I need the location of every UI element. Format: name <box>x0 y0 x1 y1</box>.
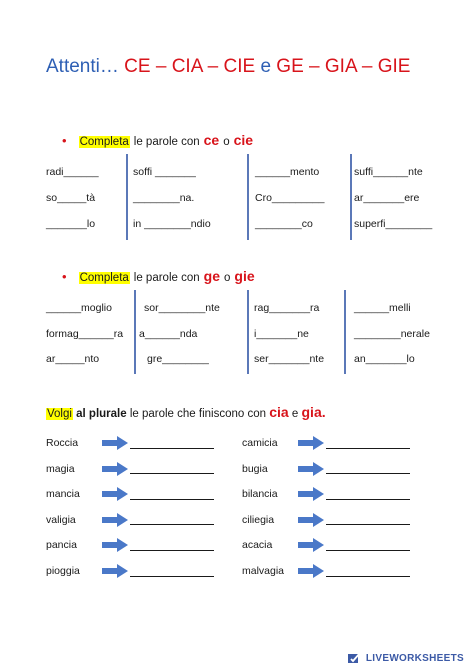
fill-in-item[interactable]: so_____tà <box>46 192 96 204</box>
fill-in-item[interactable]: rag_______ra <box>254 302 320 314</box>
section2-grid <box>46 290 446 376</box>
plural-row <box>242 538 410 552</box>
section1-grid <box>46 154 446 244</box>
instruction-verb: Volgi <box>47 408 72 420</box>
singular-word: bugia <box>242 462 268 475</box>
target-ge: ge <box>203 268 220 284</box>
section2-instruction <box>62 268 255 284</box>
column-divider <box>350 154 352 240</box>
target-cie: cie <box>233 132 254 148</box>
answer-blank[interactable] <box>326 540 410 551</box>
title-dash: – <box>155 56 167 77</box>
plural-row <box>242 487 410 501</box>
arrow-right-icon <box>298 436 324 450</box>
title-dash: – <box>361 56 373 77</box>
fill-in-item[interactable]: an_______lo <box>354 353 415 365</box>
singular-word: mancia <box>46 488 80 501</box>
fill-in-item[interactable]: Cro_________ <box>255 192 325 204</box>
section3-instruction <box>46 404 326 420</box>
instruction-and: e <box>291 408 299 420</box>
instruction-text: le parole con <box>133 272 200 284</box>
page-title <box>46 56 410 78</box>
fill-in-item[interactable]: sor________nte <box>144 302 220 314</box>
instruction-text: le parole con <box>133 136 200 148</box>
plural-row <box>242 436 410 450</box>
title-ce: CE <box>124 56 151 77</box>
bullet-icon: • <box>62 133 67 148</box>
answer-blank[interactable] <box>326 463 410 474</box>
target-ce: ce <box>203 132 220 148</box>
fill-in-item[interactable]: in ________ndio <box>133 218 211 230</box>
singular-word: pancia <box>46 539 77 552</box>
answer-blank[interactable] <box>130 438 214 449</box>
arrow-right-icon <box>298 538 324 552</box>
instruction-verb: Completa <box>79 136 129 148</box>
logo-icon <box>348 652 362 664</box>
instruction-or: o <box>223 272 231 284</box>
column-divider <box>126 154 128 240</box>
fill-in-item[interactable]: ar_____nto <box>46 353 100 365</box>
fill-in-item[interactable]: ser_______nte <box>254 353 325 365</box>
singular-word: malvagia <box>242 565 285 577</box>
fill-in-item[interactable]: _______lo <box>46 218 96 230</box>
answer-blank[interactable] <box>130 489 214 500</box>
fill-in-item[interactable]: radi______ <box>46 166 99 178</box>
title-dash: – <box>207 56 219 77</box>
singular-word: Roccia <box>46 437 79 449</box>
plural-row <box>242 564 410 578</box>
column-divider <box>247 290 249 374</box>
title-cia: CIA <box>171 56 203 77</box>
title-e: e <box>260 56 272 77</box>
column-divider <box>247 154 249 240</box>
answer-blank[interactable] <box>130 514 214 525</box>
bullet-icon: • <box>62 269 67 284</box>
instruction-or: o <box>223 136 230 148</box>
fill-in-item[interactable]: ________na. <box>133 192 195 204</box>
fill-in-item[interactable]: i_______ne <box>254 328 309 340</box>
fill-in-item[interactable]: ______melli <box>354 302 411 314</box>
arrow-right-icon <box>102 538 128 552</box>
arrow-right-icon <box>102 487 128 501</box>
fill-in-item[interactable]: superfi________ <box>354 218 433 230</box>
fill-in-item[interactable]: ______moglio <box>46 302 112 314</box>
plural-row <box>46 436 214 450</box>
singular-word: pioggia <box>46 565 80 577</box>
instruction-plural: al plurale <box>76 408 127 420</box>
answer-blank[interactable] <box>326 514 410 525</box>
singular-word: ciliegia <box>242 513 275 526</box>
fill-in-item[interactable]: ________nerale <box>354 328 430 340</box>
column-divider <box>134 290 136 374</box>
singular-word: camicia <box>242 437 278 449</box>
target-gia: gia. <box>301 404 326 420</box>
target-cia: cia <box>269 404 289 420</box>
plural-row <box>46 462 214 476</box>
title-attenti: Attenti… <box>46 56 119 77</box>
singular-word: valigia <box>46 513 76 526</box>
fill-in-item[interactable]: suffi______nte <box>354 166 423 178</box>
fill-in-item[interactable]: a______nda <box>139 328 198 340</box>
fill-in-item[interactable]: soffi _______ <box>133 166 196 178</box>
arrow-right-icon <box>102 436 128 450</box>
arrow-right-icon <box>298 513 324 527</box>
target-gie: gie <box>234 268 255 284</box>
answer-blank[interactable] <box>130 463 214 474</box>
instruction-verb: Completa <box>79 272 129 284</box>
plural-row <box>46 513 214 527</box>
answer-blank[interactable] <box>130 540 214 551</box>
answer-blank[interactable] <box>326 438 410 449</box>
title-gie: GIE <box>377 56 411 77</box>
title-dash: – <box>309 56 320 77</box>
arrow-right-icon <box>298 564 324 578</box>
fill-in-item[interactable]: formag______ra <box>46 328 124 340</box>
singular-word: bilancia <box>242 488 278 501</box>
arrow-right-icon <box>102 513 128 527</box>
liveworksheets-logo <box>348 652 464 664</box>
fill-in-item[interactable]: ________co <box>255 218 313 230</box>
arrow-right-icon <box>298 462 324 476</box>
answer-blank[interactable] <box>326 489 410 500</box>
singular-word: magia <box>46 462 75 475</box>
arrow-right-icon <box>102 564 128 578</box>
column-divider <box>344 290 346 374</box>
plural-row <box>242 513 410 527</box>
plural-row <box>46 564 214 578</box>
instruction-text: le parole che finiscono con <box>129 408 267 420</box>
fill-in-item[interactable]: gre________ <box>147 353 209 365</box>
fill-in-item[interactable]: ______mento <box>255 166 320 178</box>
plural-row <box>46 538 214 552</box>
plural-row <box>46 487 214 501</box>
title-ge: GE <box>276 56 304 77</box>
singular-word: acacia <box>242 539 273 552</box>
fill-in-item[interactable]: ar_______ere <box>354 192 420 204</box>
plural-row <box>242 462 410 476</box>
answer-blank[interactable] <box>130 566 214 577</box>
answer-blank[interactable] <box>326 566 410 577</box>
title-gia: GIA <box>324 56 357 77</box>
footer-brand: LIVEWORKSHEETS <box>365 652 464 664</box>
section1-instruction <box>62 132 253 148</box>
arrow-right-icon <box>102 462 128 476</box>
title-cie: CIE <box>223 56 256 77</box>
arrow-right-icon <box>298 487 324 501</box>
